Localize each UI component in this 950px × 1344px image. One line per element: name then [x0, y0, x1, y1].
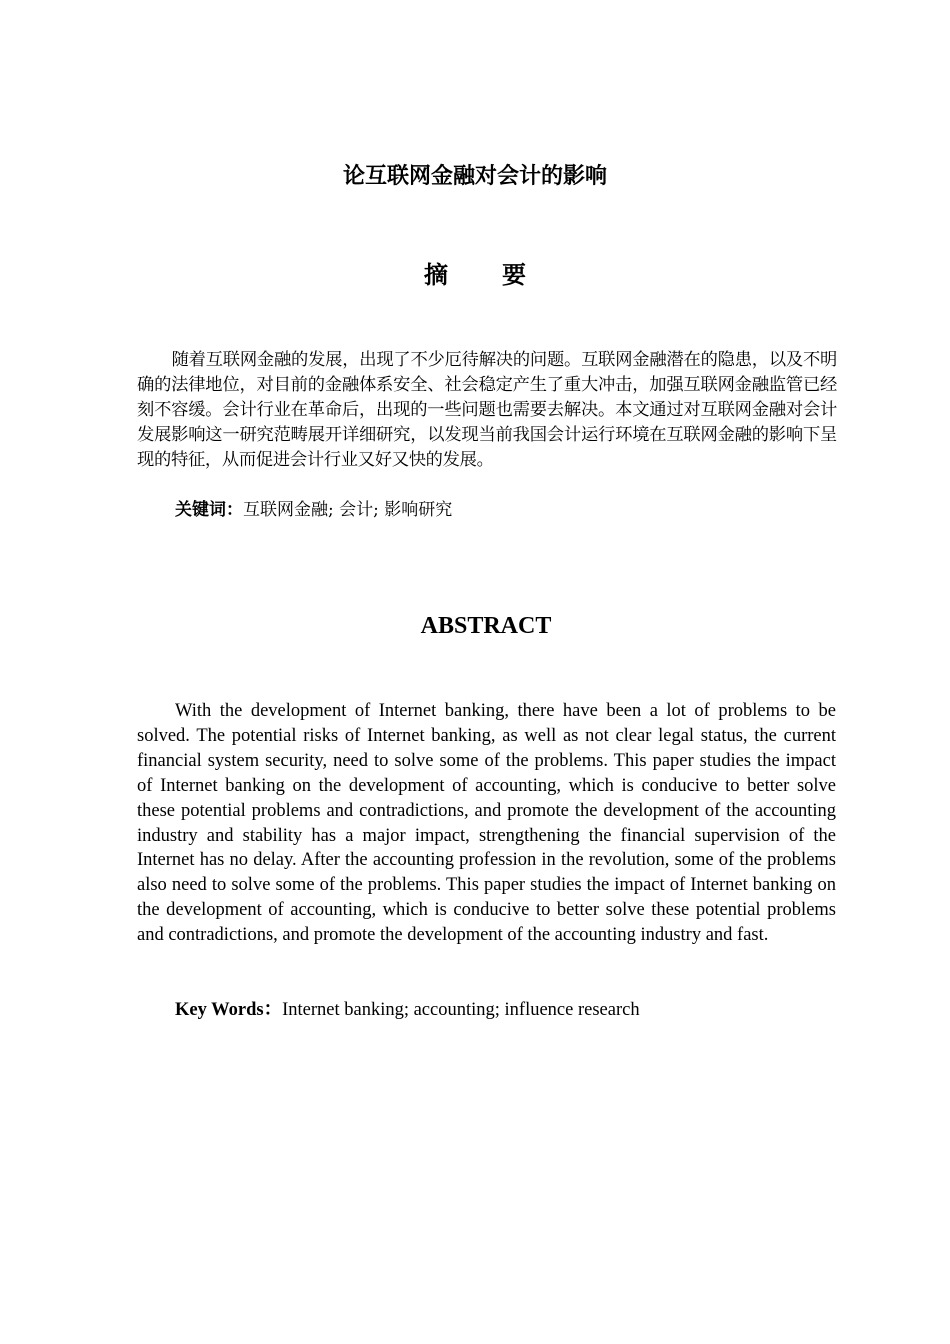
chinese-abstract-heading-char-2: 要 — [502, 261, 526, 289]
english-abstract-heading: ABSTRACT — [420, 613, 552, 639]
paper-title: 论互联网金融对会计的影响 — [342, 164, 607, 189]
chinese-keywords-label: 关键词： — [175, 500, 243, 520]
english-abstract-body: With the development of Internet banking, there have been a lot of problems to be solved. The potential risks of Internet banking, as well as not clear legal status, the current financial system security, need to solve some of the problems. This paper studies the impact of Internet banking on the development of accounting, which is conducive to better solve these potential problems and contradictions, and promote the development of the accounting industry and stability has a major impact, strengthening the financial supervision of the Internet has no delay. After the accounting profession in the revolution, some of the problems also need to solve some of the problems. This paper studies the impact of Internet banking on the development of accounting, which is conducive to better solve these potential problems and contradictions, and promote the development of the accounting industry and fast. — [137, 701, 836, 946]
english-keywords-text: Internet banking; accounting; influence research — [282, 1000, 640, 1020]
chinese-abstract-heading-char-1: 摘 — [424, 261, 448, 289]
chinese-abstract-body: 随着互联网金融的发展，出现了不少厄待解决的问题。互联网金融潜在的隐患，以及不明确的法律地位，对目前的金融体系安全、社会稳定产生了重大冲击，加强互联网金融监管已经刻不容缓。会计行业在革命后，出现的一些问题也需要去解决。本文通过对互联网金融对会计发展影响这一研究范畴展开详细研究，以发现当前我国会计运行环境在互联网金融的影响下呈现的特征，从而促进会计行业又好又快的发展。 — [137, 350, 837, 470]
english-keywords-label: Key Words： — [175, 1000, 283, 1020]
chinese-keywords-text: 互联网金融; 会计; 影响研究 — [243, 500, 453, 520]
english-keywords — [175, 997, 640, 1023]
chinese-abstract-heading — [0, 259, 950, 291]
chinese-keywords — [175, 497, 452, 523]
